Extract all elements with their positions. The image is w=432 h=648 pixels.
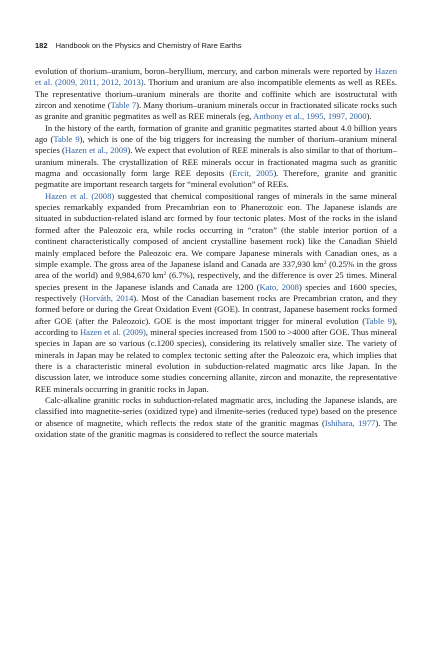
text-run: suggested that chemical compositional ranges of minerals in the same mineral species remarkably expanded from Precambrian eon to Phanerozoic eon. The Japanese islands are situated in subduction-related island arc formed by four tectonic plates. Most of the rocks in the island formed after the Paleozoic era, while rocks occurring in “craton” (the stable interior portion of a continent characteristically composed of ancient crystalline basement rock) like the Canadian Shield mainly emplaced before the Paleozoic era. We compare Japanese minerals with Canadian ones, as a simple example. The gross area of the Japanese island and Canada are 337,930 km bbox=[35, 190, 397, 269]
text-run: ), according to bbox=[35, 315, 397, 337]
text-run: ). bbox=[366, 111, 372, 122]
text-run: ). The oxidation state of the granitic magmas is considered to reflect the source materials bbox=[35, 417, 397, 439]
text-run: ). Therefore, granite and granitic pegmatite are important research targets for “mineral evolution” of REEs. bbox=[35, 168, 398, 190]
text-run: ). Many thorium–uranium minerals occur in fractionated silicate rocks such as granite and granitic pegmatites as well as REE minerals (eg, bbox=[35, 100, 397, 122]
citation-link[interactable]: Anthony et al., 1995, 1997, 2000 bbox=[253, 111, 367, 122]
citation-link[interactable]: Hazen et al. (2009) bbox=[79, 326, 146, 337]
paragraph-4 bbox=[35, 395, 397, 440]
text-run: In the history of the earth, formation of granite and granitic pegmatites started about 4.0 billion years ago ( bbox=[35, 122, 397, 145]
citation-link[interactable]: Table 7 bbox=[110, 100, 137, 111]
citation-link[interactable]: Table 9 bbox=[365, 315, 392, 326]
paragraph-3 bbox=[35, 191, 397, 395]
citation-link[interactable]: Ishihara, 1977 bbox=[324, 417, 376, 428]
text-run: , mineral species increased from 1500 to >4000 after GOE. Thus mineral species in Japan are so various (c.1200 species), considering its relatively smaller size. The variety of minerals in Japan may be related to complex tectonic setting after the Paleozoic era, which implies that there is a characteristic mineral evolution in subduction-related magmatic arcs like Japan. In the discussion later, we introduce some studies concerning allanite, zircon and monazite, the representative REE minerals occurring in granitic rocks in Japan. bbox=[35, 326, 398, 394]
paragraph-1 bbox=[35, 66, 397, 123]
text-run: Calc-alkaline granitic rocks in subduction-related magmatic arcs, including the Japanese islands, are classified into magnetite-series (oxidized type) and ilmenite-series (reduced type) based on the presence or absence of magnetite, which reflects the redox state of the granitic magmas ( bbox=[35, 394, 397, 428]
running-title: Handbook on the Physics and Chemistry of Rare Earths bbox=[55, 41, 242, 50]
text-run: ) species and 1600 species, respectively ( bbox=[35, 281, 397, 303]
citation-link[interactable]: Kato, 2008 bbox=[259, 281, 299, 292]
running-header bbox=[35, 41, 415, 50]
citation-link[interactable]: Hazen et al. (2009, 2011, 2012, 2013) bbox=[35, 66, 397, 88]
paragraph-2 bbox=[35, 123, 397, 191]
text-run: . Thorium and uranium are also incompatible elements as well as REEs. The representative thorium–uranium minerals are thorite and coffinite which are isostructural with zircon and xenotime ( bbox=[35, 77, 397, 111]
text-run: ), which is one of the big triggers for increasing the number of thorium–uranium mineral species ( bbox=[35, 134, 397, 156]
page-number: 182 bbox=[35, 41, 48, 50]
body-text bbox=[35, 66, 397, 440]
superscript: 2 bbox=[323, 259, 327, 266]
text-run: (6.7%), respectively, and the difference is over 25 times. Mineral species present in the Japanese islands and Canada are 1200 ( bbox=[35, 270, 397, 292]
text-run: evolution of thorium–uranium, boron–beryllium, mercury, and carbon minerals were reported by bbox=[35, 66, 376, 76]
text-run: (0.25% in the gross area of the world) and 9,984,670 km bbox=[35, 258, 398, 281]
superscript: 2 bbox=[163, 271, 167, 278]
citation-link[interactable]: Hazen et al. (2008) bbox=[45, 190, 115, 201]
citation-link[interactable]: Ercit, 2005 bbox=[232, 168, 274, 179]
text-run: ). We expect that evolution of REE minerals is also similar to that of thorium–uranium minerals. The crystallization of REE minerals occur in fractionated magma such as granitic magma and occasionally form large REE deposits ( bbox=[35, 145, 398, 179]
citation-link[interactable]: Horváth, 2014 bbox=[82, 292, 134, 303]
citation-link[interactable]: Hazen et al., 2009 bbox=[64, 145, 128, 156]
text-run: ). Most of the Canadian basement rocks are Precambrian craton, and they formed before or during the Great Oxidation Event (GOE). In contrast, Japanese basement rocks formed after GOE (after the Paleozoic). GOE is the most important trigger for mineral evolution ( bbox=[35, 292, 398, 326]
citation-link[interactable]: Table 9 bbox=[53, 134, 80, 145]
